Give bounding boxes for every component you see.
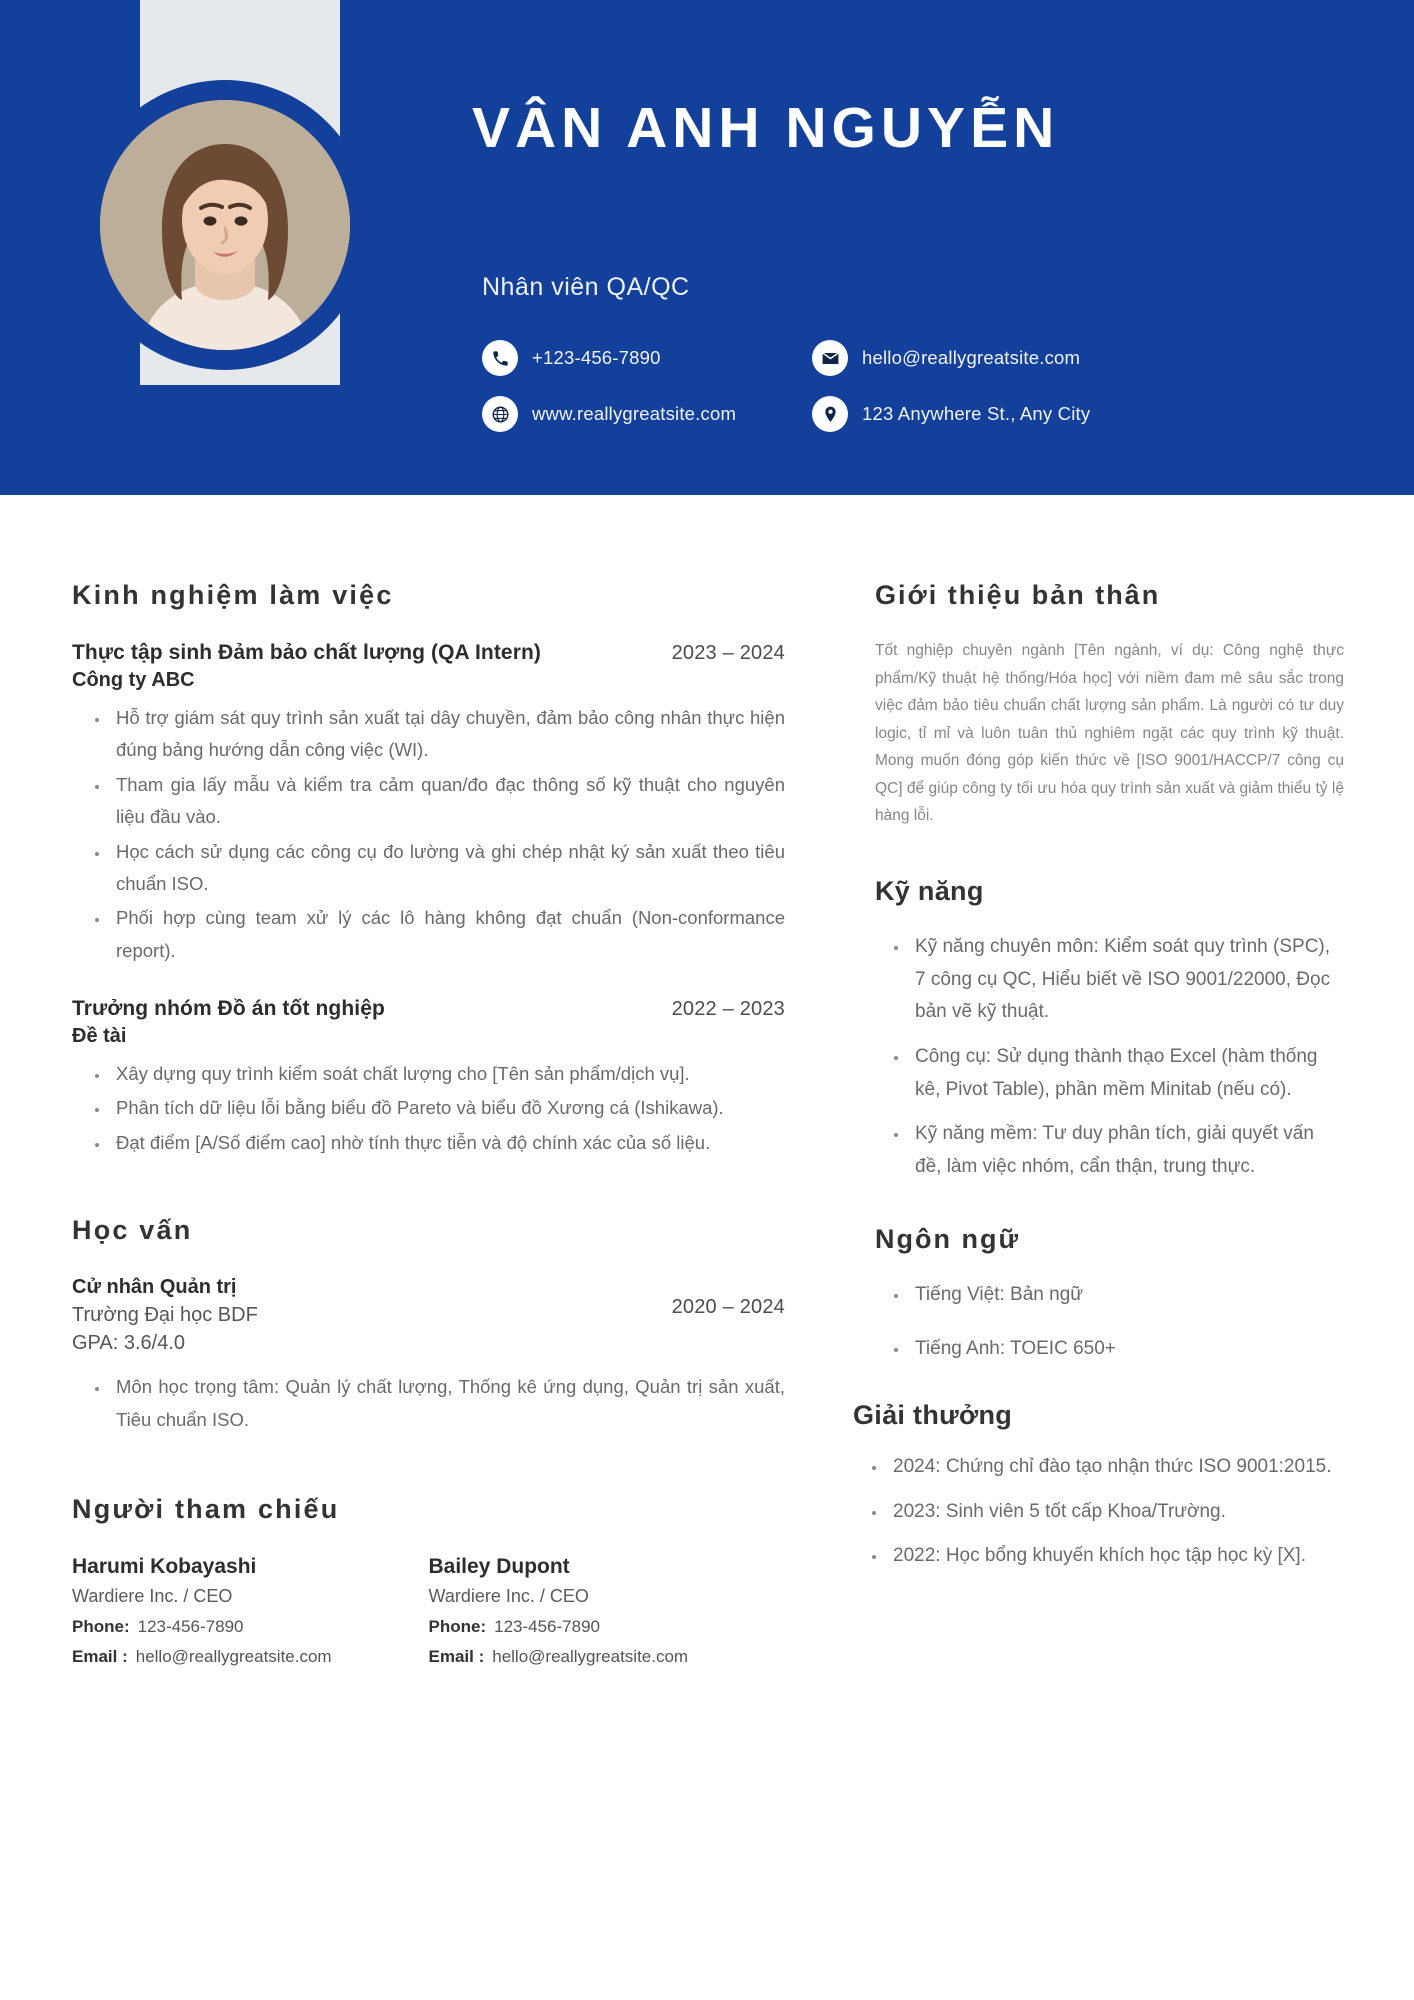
reference-phone-row: [429, 1617, 786, 1637]
experience-title: Trưởng nhóm Đồ án tốt nghiệp: [72, 997, 385, 1020]
reference-phone-value: 123-456-7890: [137, 1616, 244, 1636]
list-item: • Tiếng Anh: TOEIC 650+: [909, 1333, 1344, 1366]
reference-role: Wardiere Inc. / CEO: [428, 1585, 589, 1606]
experience-entry: [72, 997, 785, 1159]
awards-list: [887, 1451, 1344, 1573]
resume-header: [0, 0, 1414, 495]
experience-title: Thực tập sinh Đảm bảo chất lượng (QA Intern): [72, 641, 541, 664]
education-degree: Cử nhân Quản trị: [72, 1276, 237, 1299]
avatar: [100, 100, 350, 350]
list-item: • 2023: Sinh viên 5 tốt cấp Khoa/Trường.: [887, 1496, 1344, 1529]
reference-role: Wardiere Inc. / CEO: [72, 1585, 233, 1606]
list-item: • Công cụ: Sử dụng thành thạo Excel (hàm thống kê, Pivot Table), phần mềm Minitab (nếu có).: [909, 1041, 1344, 1106]
experience-bullets: [110, 702, 785, 967]
job-role: Nhân viên QA/QC: [482, 273, 690, 301]
reference-email-label: Email :: [428, 1646, 485, 1666]
skills-section: [875, 876, 1344, 1184]
education-school: Trường Đại học BDF: [72, 1304, 258, 1327]
list-item: • Tiếng Việt: Bản ngữ: [909, 1279, 1344, 1312]
contact-address[interactable]: [812, 396, 1352, 432]
list-item: • 2024: Chứng chỉ đào tạo nhận thức ISO 9001:2015.: [887, 1451, 1344, 1484]
contact-list: [482, 340, 1352, 432]
left-column: [0, 495, 845, 2000]
section-title-languages: Ngôn ngữ: [875, 1223, 1021, 1254]
experience-date: 2023 – 2024: [671, 642, 785, 664]
contact-website[interactable]: [482, 396, 812, 432]
education-gpa: GPA: 3.6/4.0: [72, 1332, 186, 1355]
section-title-experience: Kinh nghiệm làm việc: [72, 580, 394, 610]
education-entry: [72, 1276, 785, 1436]
contact-phone-text: +123-456-7890: [532, 347, 661, 368]
list-item: • Tham gia lấy mẫu và kiểm tra cảm quan/đo đạc thông số kỹ thuật cho nguyên liệu đầu vào.: [110, 769, 785, 834]
education-bullets: [110, 1371, 785, 1436]
reference-email-row: [72, 1647, 429, 1667]
section-title-references: Người tham chiếu: [72, 1493, 340, 1524]
reference-item: [72, 1555, 429, 1667]
list-item: • 2022: Học bổng khuyến khích học tập học kỳ [X].: [887, 1540, 1344, 1573]
contact-phone[interactable]: [482, 340, 812, 376]
reference-phone-value: 123-456-7890: [494, 1616, 600, 1636]
reference-item: [429, 1555, 786, 1667]
resume-body: [0, 495, 1414, 2000]
phone-icon: [482, 340, 518, 376]
contact-email-text: hello@reallygreatsite.com: [862, 347, 1081, 368]
reference-email-value: hello@reallygreatsite.com: [135, 1646, 332, 1666]
experience-entry: [72, 641, 785, 967]
reference-phone-label: Phone:: [428, 1616, 487, 1636]
list-item: • Môn học trọng tâm: Quản lý chất lượng, Thống kê ứng dụng, Quản trị sản xuất, Tiêu chuẩn ISO.: [110, 1371, 785, 1436]
list-item: • Xây dựng quy trình kiểm soát chất lượng cho [Tên sản phẩm/dịch vụ].: [110, 1058, 785, 1090]
section-title-about: Giới thiệu bản thân: [875, 580, 1161, 610]
envelope-icon: [812, 340, 848, 376]
section-title-education: Học vấn: [72, 1215, 193, 1246]
reference-name: Harumi Kobayashi: [72, 1554, 257, 1578]
languages-list: [909, 1279, 1344, 1366]
reference-phone-row: [72, 1617, 429, 1637]
experience-subject: Đề tài: [72, 1025, 127, 1047]
reference-email-label: Email :: [72, 1646, 128, 1666]
reference-name: Bailey Dupont: [428, 1554, 570, 1578]
experience-company: Công ty ABC: [72, 669, 195, 691]
list-item: • Phối hợp cùng team xử lý các lô hàng không đạt chuẩn (Non-conformance report).: [110, 902, 785, 967]
section-title-awards: Giải thưởng: [853, 1400, 1013, 1431]
contact-website-text: www.reallygreatsite.com: [532, 403, 737, 424]
page-title: VÂN ANH NGUYỄN: [472, 96, 1060, 160]
list-item: • Phân tích dữ liệu lỗi bằng biểu đồ Pareto và biểu đồ Xương cá (Ishikawa).: [110, 1092, 785, 1124]
right-column: [845, 495, 1414, 2000]
reference-email-value: hello@reallygreatsite.com: [492, 1646, 689, 1666]
header-blue-bottom-decor: [140, 385, 340, 495]
reference-email-row: [429, 1647, 786, 1667]
experience-date: 2022 – 2023: [671, 998, 785, 1020]
experience-bullets: [110, 1058, 785, 1159]
references-list: [72, 1555, 785, 1667]
about-text: Tốt nghiệp chuyên ngành [Tên ngành, ví dụ: Công nghệ thực phẩm/Kỹ thuật hệ thống/Hóa học] với niềm đam mê sâu sắc trong việc đảm bảo tiêu chuẩn chất lượng sản phẩm. Là người có tư duy logic, tỉ mỉ và luôn tuân thủ nghiêm ngặt các quy trình kỹ thuật. Mong muốn đóng góp kiến thức về [ISO 9001/HACCP/7 công cụ QC] để giúp công ty tối ưu hóa quy trình sản xuất và giảm thiểu tỷ lệ hàng lỗi.: [875, 642, 1344, 825]
list-item: • Kỹ năng chuyên môn: Kiểm soát quy trình (SPC), 7 công cụ QC, Hiểu biết về ISO 9001/22000, Đọc bản vẽ kỹ thuật.: [909, 931, 1344, 1029]
list-item: • Đạt điểm [A/Số điểm cao] nhờ tính thực tiễn và độ chính xác của số liệu.: [110, 1127, 785, 1159]
contact-address-text: 123 Anywhere St., Any City: [862, 403, 1091, 424]
location-pin-icon: [812, 396, 848, 432]
skills-list: [909, 931, 1344, 1184]
list-item: • Kỹ năng mềm: Tư duy phân tích, giải quyết vấn đề, làm việc nhóm, cẩn thận, trung thực.: [909, 1118, 1344, 1183]
languages-section: [875, 1224, 1344, 1366]
section-title-skills: Kỹ năng: [875, 876, 984, 907]
education-date: 2020 – 2024: [671, 1296, 785, 1319]
globe-icon: [482, 396, 518, 432]
header-text-block: [472, 0, 1352, 495]
awards-section: [853, 1400, 1344, 1573]
contact-email[interactable]: [812, 340, 1352, 376]
list-item: • Học cách sử dụng các công cụ đo lường và ghi chép nhật ký sản xuất theo tiêu chuẩn ISO.: [110, 836, 785, 901]
list-item: • Hỗ trợ giám sát quy trình sản xuất tại dây chuyền, đảm bảo công nhân thực hiện đúng bảng hướng dẫn công việc (WI).: [110, 702, 785, 767]
reference-phone-label: Phone:: [72, 1616, 130, 1636]
